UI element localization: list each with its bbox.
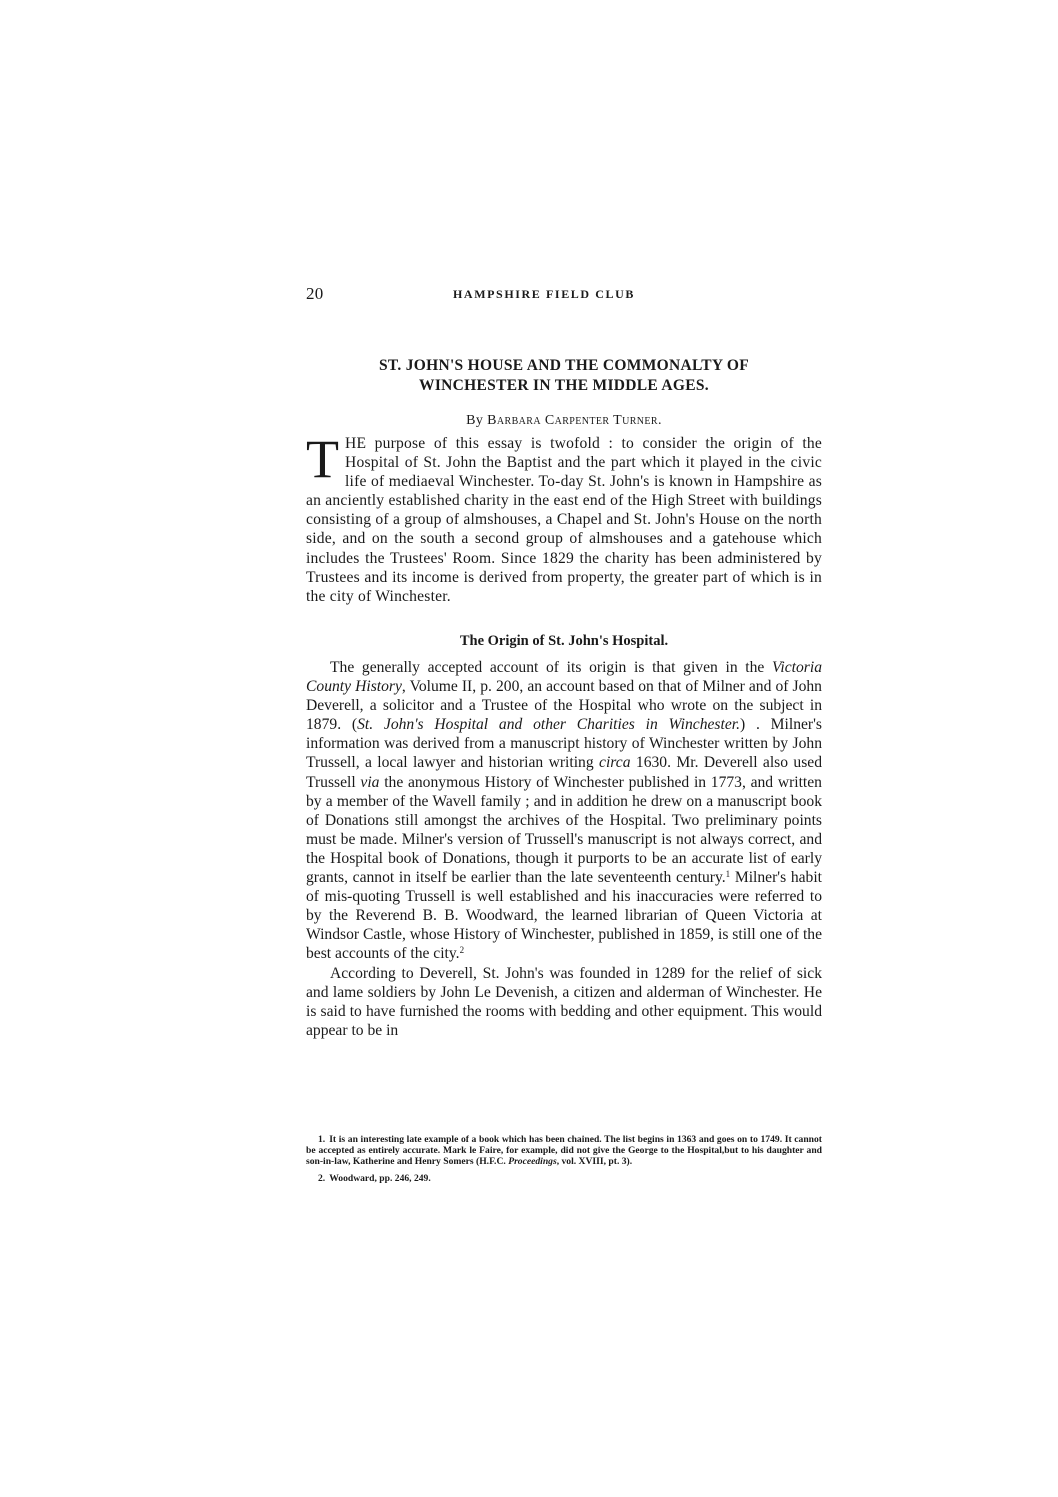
text-run: 1630. Mr. Deverell also used Trussell — [306, 754, 822, 791]
footnote-ref-2: 2 — [459, 945, 465, 956]
byline — [306, 413, 822, 429]
author-name: Barbara Carpenter Turner. — [487, 413, 662, 428]
dropcap: T — [306, 429, 339, 489]
footnotes — [306, 1134, 822, 1189]
article-title-line-1: ST. JOHN'S HOUSE AND THE COMMONALTY OF — [378, 357, 750, 374]
text-run: , Volume II, p. 200, an account based on that of Milner and of John Deverell, a solicitor and a Trustee of the Hospital who wrote on the subject in 1879. ( — [306, 678, 822, 734]
text-run: Woodward, pp. 246, 249. — [329, 1172, 431, 1184]
italic-title: St. John's Hospital and other Charities in Winchester. — [357, 716, 740, 734]
article-title-line-2: WINCHESTER IN THE MIDDLE AGES. — [419, 377, 709, 394]
paragraph-1 — [306, 658, 822, 964]
text-run: ) . Milner's information was derived from a manuscript history of Winchester written by John Trussell, a local lawyer and historian writing — [306, 716, 822, 772]
italic-word: via — [360, 773, 380, 791]
footnote-2 — [306, 1173, 822, 1184]
intro-text: HE purpose of this essay is twofold : to consider the origin of the Hospital of St. John the Baptist and the part which it played in the civic life of mediaeval Winchester. To-day St. John's is known in Hampshire as an anciently established charity in the east end of the High Street with buildings consisting of a group of almshouses, a Chapel and St. John's House on the north side, and on the south a second group of almshouses and a gatehouse which includes the Trustees' Room. Since 1829 the charity has been administered by Trustees and its income is derived from property, the greater part of which is in the city of Winchester. — [306, 435, 822, 605]
italic-word: circa — [599, 754, 631, 772]
text-run: Milner's habit of mis-quoting Trussell is well established and his inaccuracies were referred to by the Reverend B. B. Woodward, the learned librarian of Queen Victoria at Windsor Castle, whose History of Winchester, published in 1859, is still one of the best accounts of the city. — [306, 869, 823, 963]
text-run: The generally accepted account of its origin is that given in the — [330, 659, 765, 676]
footnote-ref-1: 1 — [725, 869, 731, 880]
footnote-number: 2. — [318, 1172, 326, 1184]
byline-prefix: By — [466, 413, 484, 428]
text-run: , vol. XVIII, pt. 3). — [556, 1156, 633, 1168]
text-run: the anonymous History of Winchester published in 1773, and written by a member of the Wavell family ; and in addition he drew on a manuscript book of Donations still amongst the archives of the Hospital. Two preliminary points must be made. Milner's version of Trussell's manuscript is not always correct, and the Hospital book of Donations, though it purports to be an accurate list of early grants, cannot in itself be earlier than the late seventeenth century. — [306, 773, 822, 887]
paragraph-2: According to Deverell, St. John's was founded in 1289 for the relief of sick and lame soldiers by John Le Devenish, a citizen and alderman of Winchester. He is said to have furnished the rooms with bedding and other equipment. This would appear to be in — [306, 964, 822, 1039]
footnote-number: 1. — [318, 1134, 326, 1145]
italic-title: Victoria County History — [306, 659, 822, 696]
intro-paragraph — [306, 429, 822, 606]
running-head: HAMPSHIRE FIELD CLUB — [453, 287, 636, 301]
text-run: It is an interesting late example of a book which has been chained. The list begins in 1363 and goes on to 1749. It cannot be accepted as entirely accurate. Mark le Faire, for example, did not give the George to the Hospital,but to his daughter and son-in-law, Katherine and Henry Somers (H.F.C. — [306, 1134, 822, 1168]
italic-word: Proceedings — [508, 1156, 557, 1168]
page-number: 20 — [306, 284, 324, 303]
footnote-1 — [306, 1134, 822, 1168]
section-body — [306, 658, 822, 1040]
article-title — [306, 356, 822, 396]
section-heading: The Origin of St. John's Hospital. — [459, 633, 669, 649]
